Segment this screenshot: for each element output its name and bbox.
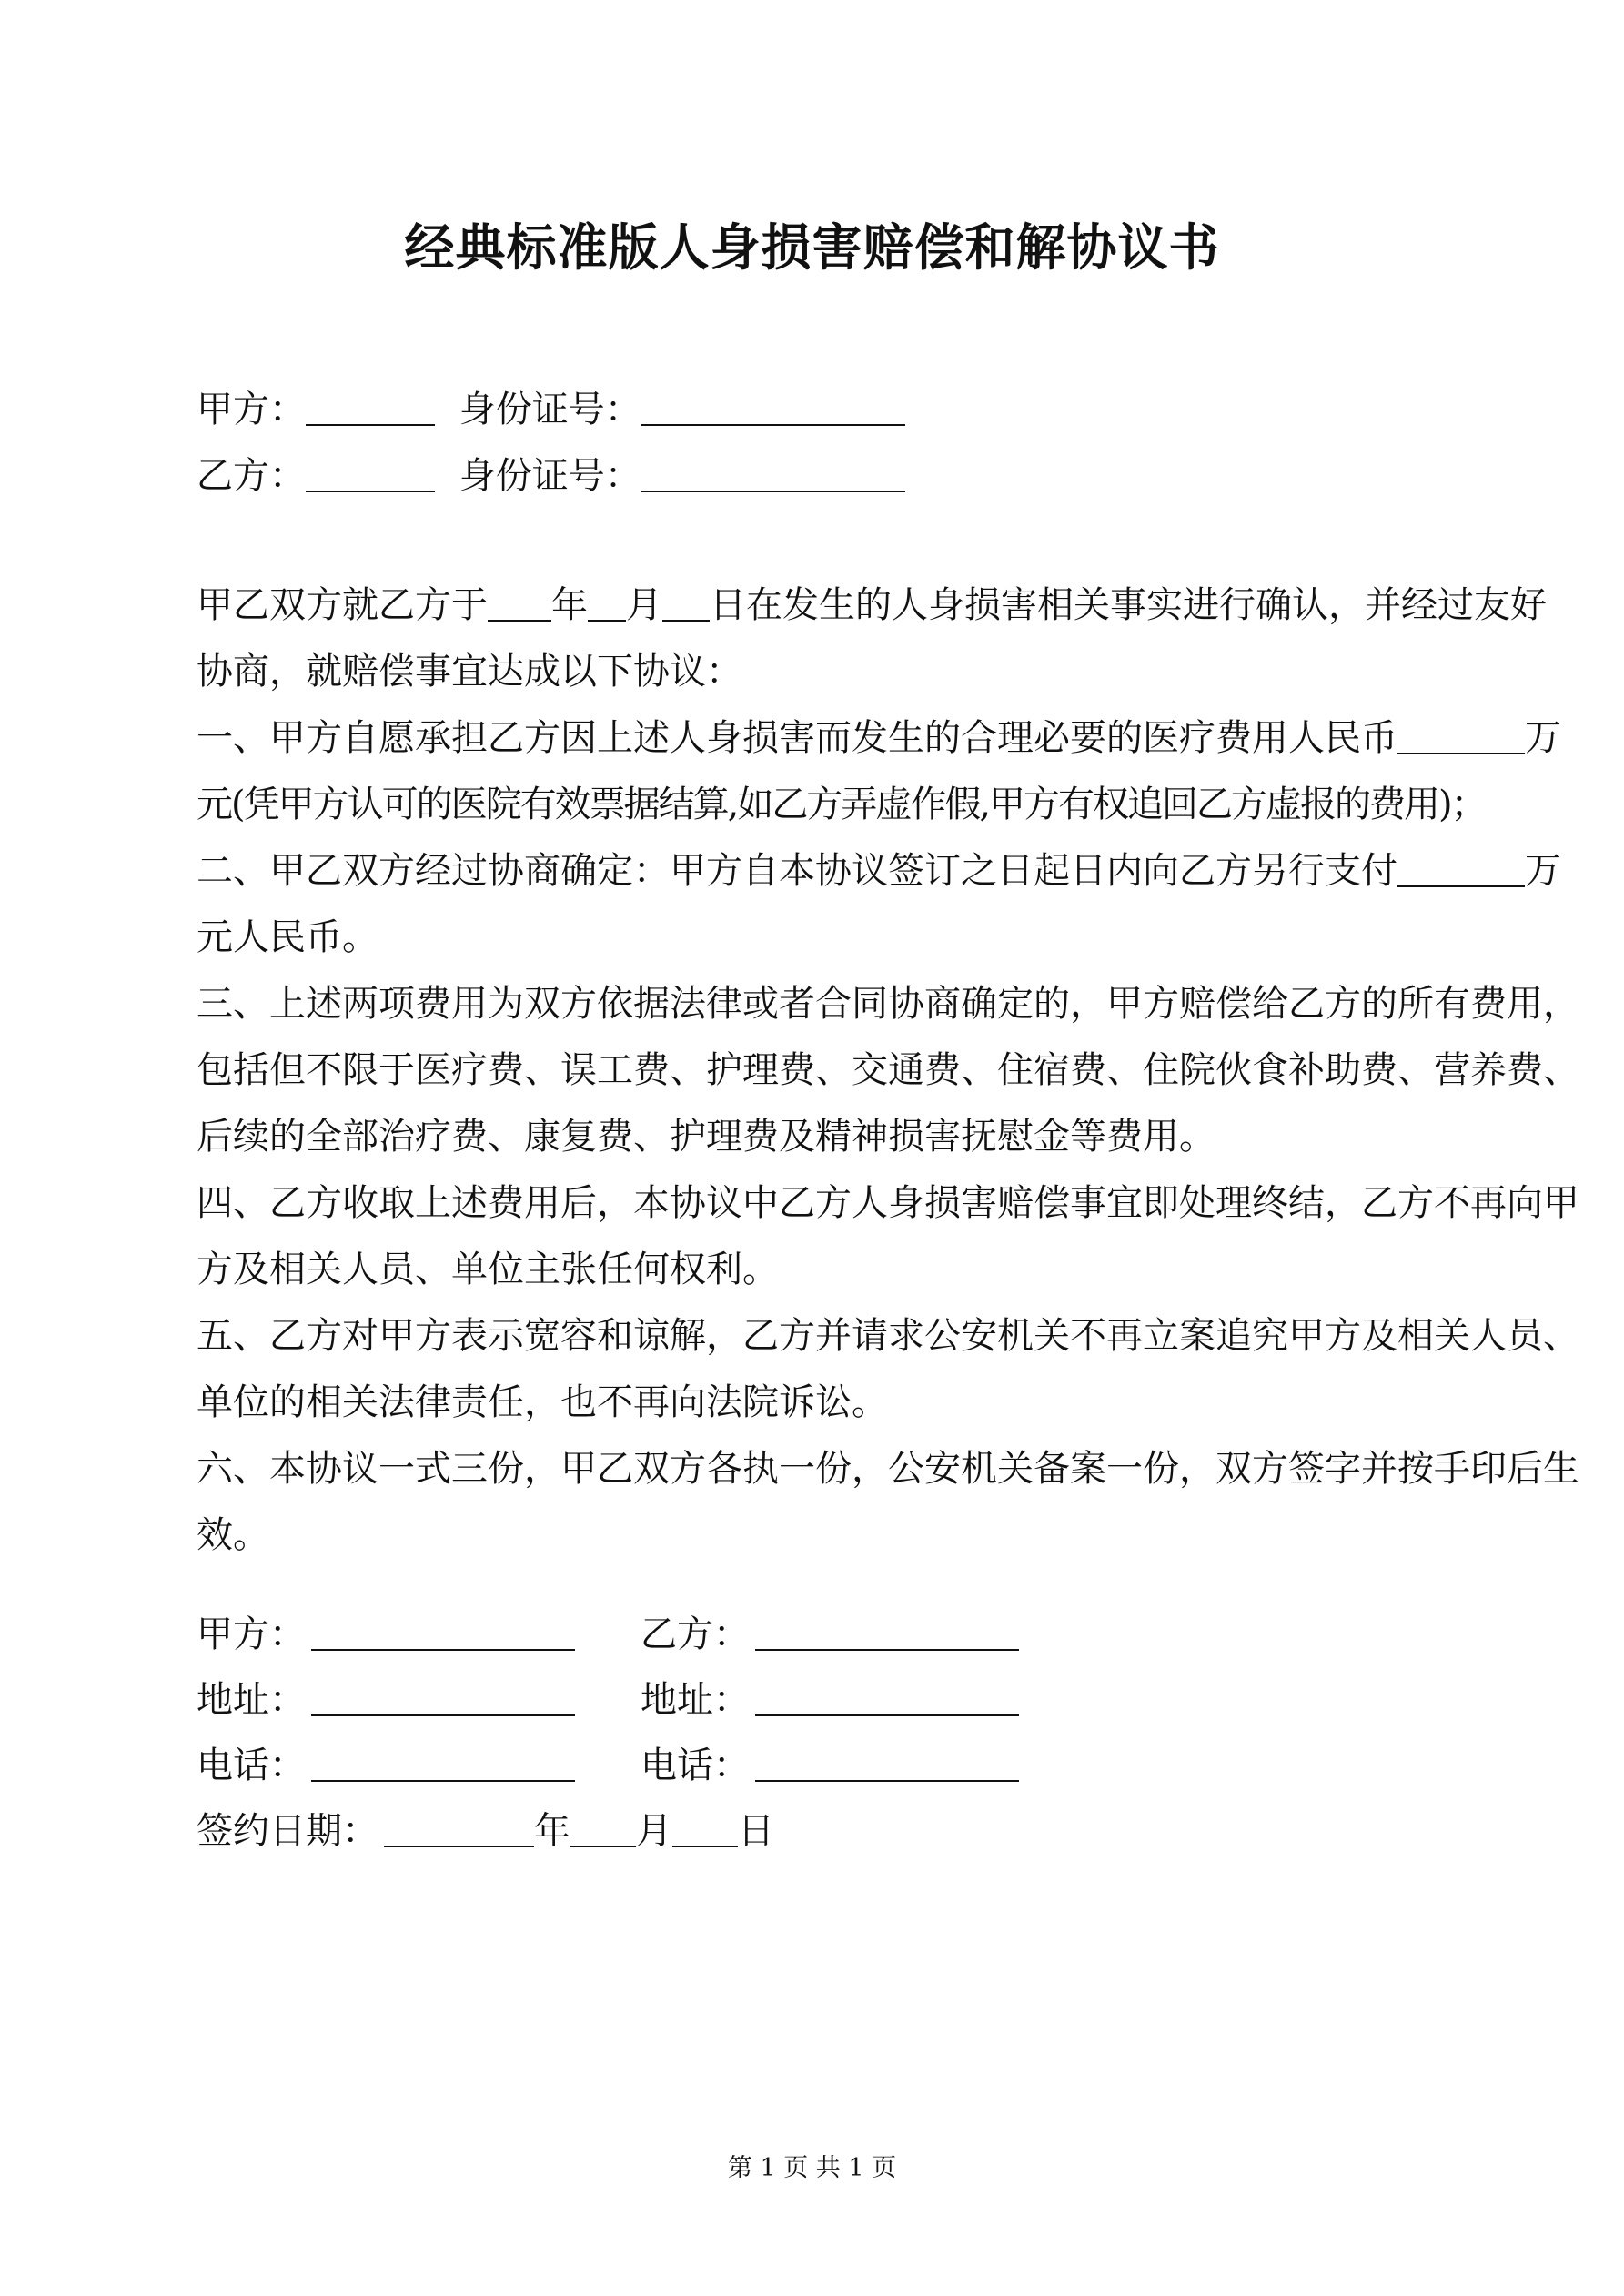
party-a-address-label: 地址： <box>197 1679 306 1721</box>
year-label: 年 <box>534 1810 570 1852</box>
body-line: 单位的相关法律责任，也不再向法院诉讼。 <box>197 1381 888 1423</box>
body-line: 五、乙方对甲方表示宽容和谅解，乙方并请求公安机关不再立案追究甲方及相关人员、 <box>197 1315 1579 1357</box>
party-a-blank[interactable] <box>306 377 435 426</box>
party-b-sign-label: 乙方： <box>641 1613 750 1655</box>
body-line: 四、乙方收取上述费用后，本协议中乙方人身损害赔偿事宜即处理终结，乙方不再向甲 <box>197 1182 1579 1224</box>
party-a-label: 甲方： <box>197 389 306 430</box>
body-line <box>197 705 1561 772</box>
body-line: 包括但不限于医疗费、误工费、护理费、交通费、住宿费、住院伙食补助费、营养费、 <box>197 1049 1579 1091</box>
signature-section <box>197 1602 1439 1864</box>
body-line: 后续的全部治疗费、康复费、护理费及精神损害抚慰金等费用。 <box>197 1116 1215 1158</box>
party-b-sign-blank[interactable] <box>755 1602 1019 1651</box>
signing-day-blank[interactable] <box>672 1798 738 1847</box>
party-a-sign-blank[interactable] <box>311 1602 575 1651</box>
incident-day-blank[interactable] <box>662 572 710 622</box>
party-b-blank[interactable] <box>306 443 435 492</box>
body-line: 效。 <box>197 1514 269 1556</box>
party-a-row <box>197 377 1439 443</box>
day-label: 日 <box>738 1810 774 1852</box>
party-b-label: 乙方： <box>197 455 306 497</box>
signature-row-address <box>197 1667 1439 1733</box>
body-line: 元人民币。 <box>197 916 378 958</box>
medical-fee-blank[interactable] <box>1397 705 1525 754</box>
signature-row-party <box>197 1602 1439 1667</box>
party-b-id-label: 身份证号： <box>459 455 641 497</box>
body-line: 方及相关人员、单位主张任何权利。 <box>197 1249 779 1290</box>
party-a-phone-label: 电话： <box>197 1745 306 1786</box>
party-b-phone-blank[interactable] <box>755 1733 1019 1782</box>
signing-month-blank[interactable] <box>570 1798 636 1847</box>
text: 甲乙双方就乙方于 <box>197 584 488 626</box>
text: 年 <box>551 584 588 626</box>
body-line: 协商，就赔偿事宜达成以下协议： <box>197 651 742 693</box>
body-line: 元(凭甲方认可的医院有效票据结算,如乙方弄虚作假,甲方有权追回乙方虚报的费用)； <box>197 784 1486 825</box>
incident-month-blank[interactable] <box>588 572 626 622</box>
party-b-address-label: 地址： <box>641 1679 750 1721</box>
incident-year-blank[interactable] <box>488 572 551 622</box>
text: 一、甲方自愿承担乙方因上述人身损害而发生的合理必要的医疗费用人民币 <box>197 717 1397 759</box>
party-a-id-label: 身份证号： <box>459 389 641 430</box>
party-b-id-blank[interactable] <box>641 443 905 492</box>
page-number: 第 1 页 共 1 页 <box>727 2154 897 2182</box>
additional-payment-blank[interactable] <box>1397 838 1525 887</box>
document-title: 经典标准版人身损害赔偿和解协议书 <box>404 217 1220 277</box>
party-b-row <box>197 443 1439 510</box>
party-a-id-blank[interactable] <box>641 377 905 426</box>
party-b-address-blank[interactable] <box>755 1667 1019 1716</box>
text: 二、甲乙双方经过协商确定：甲方自本协议签订之日起日内向乙方另行支付 <box>197 850 1397 892</box>
signing-date-label: 签约日期： <box>197 1810 378 1852</box>
party-a-address-blank[interactable] <box>311 1667 575 1716</box>
party-b-phone-label: 电话： <box>641 1745 750 1786</box>
party-a-sign-label: 甲方： <box>197 1613 306 1655</box>
agreement-body <box>197 572 1579 1569</box>
parties-section <box>197 377 1439 510</box>
body-line <box>197 572 1547 639</box>
party-a-phone-blank[interactable] <box>311 1733 575 1782</box>
signing-year-blank[interactable] <box>384 1798 534 1847</box>
body-line: 六、本协议一式三份，甲乙双方各执一份，公安机关备案一份，双方签字并按手印后生 <box>197 1448 1579 1490</box>
text: 万 <box>1525 717 1561 759</box>
body-line <box>197 838 1561 905</box>
text: 月 <box>626 584 662 626</box>
text: 万 <box>1525 850 1561 892</box>
signature-row-phone <box>197 1733 1439 1798</box>
signing-date-row <box>197 1798 1439 1864</box>
body-line: 三、上述两项费用为双方依据法律或者合同协商确定的，甲方赔偿给乙方的所有费用， <box>197 983 1579 1025</box>
month-label: 月 <box>636 1810 672 1852</box>
text: 日在发生的人身损害相关事实进行确认，并经过友好 <box>710 584 1547 626</box>
